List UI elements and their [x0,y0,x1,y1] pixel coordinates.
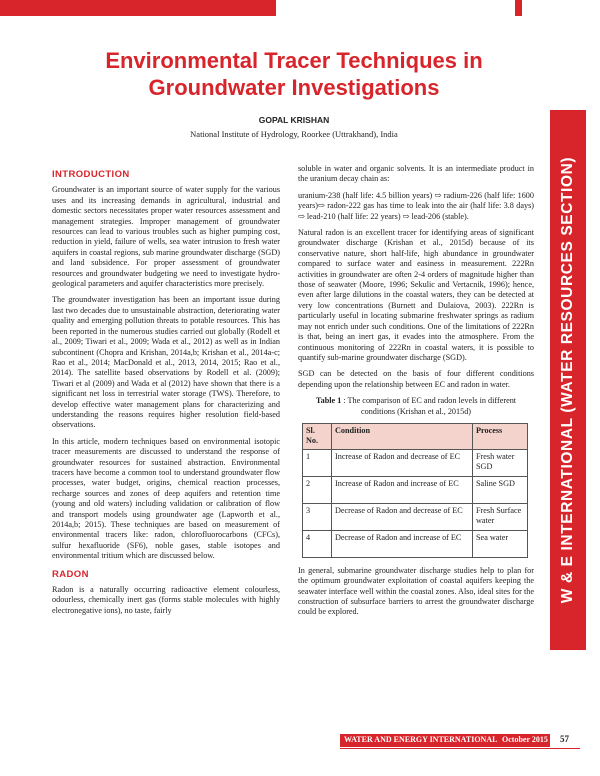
intro-paragraph-1: Groundwater is an important source of water supply for the various uses and its increasing demands in agricultural, industrial and domestic sectors necessitates proper water resources assessment and management strategies. Improper management of groundwater resources can lead to various troubles such as higher pumping cost, reduction in yield, failure of wells, sea water intrusion to fresh water aquifers in coastal regions, sub marine groundwater discharge (SGD) and land subsidence. For proper assessment of groundwater resources and groundwater budgeting we need to investigate hydro-geological parameters and aquifer characteristics more precisely. [52,185,280,289]
table-cell: Decrease of Radon and increase of EC [332,530,473,557]
table-header-cell: Sl. No. [303,423,332,449]
footer-month: October 2015 [502,735,548,744]
right-column [298,164,534,624]
footer-rule [340,748,580,749]
table-row [303,503,528,530]
table-cell: 1 [303,449,332,476]
right-paragraph-after-table: In general, submarine groundwater discharge studies help to plan for the optimum groundwater exploitation of coastal aquifers keeping the seawater interface well within the coastal zones. Also, ideal sites for the construction of subsurface barriers to arrest the groundwater discharge could be explored. [298,565,534,617]
author-affiliation: National Institute of Hydrology, Roorkee (Uttrakhand), India [190,129,398,139]
top-red-bar [0,0,276,16]
table-cell: Decrease of Radon and decrease of EC [332,503,473,530]
left-column [52,170,280,622]
ec-radon-table [302,423,528,558]
side-banner-label: W & E INTERNATIONAL (WATER RESOURCES SECTION) [559,156,576,604]
radon-heading: RADON [52,568,89,580]
table-row [303,449,528,476]
table-cell: 2 [303,476,332,503]
right-paragraph-1: soluble in water and organic solvents. It is an intermediate product in the uranium decay chain as: [298,164,534,184]
right-paragraph-3: Natural radon is an excellent tracer for identifying areas of significant groundwater discharge (Krishan et al., 2015d) because of its conservative nature, short half-life, high abundance in groundwater compared to surface water and easiness in measurement. 222Rn activities in groundwater are often 2-4 orders of magnitude higher than those of seawater (Moore, 1996; Sekulic and Vertacnik, 1996); hence, even after large dilutions in the coastal waters, they can be detected at very low concentrations (Burnett and Dulaiova, 2003). 222Rn is particularly useful in locating submarine freshwater springs as radium may not enrich under such conditions. One of the limitations of 222Rn is that, being an inert gas, it evades into the atmosphere. From the continuous monitoring of 222Rn in coastal waters, it is possible to quantify sub-marine groundwater discharge (SGD). [298,228,534,362]
table-row [303,530,528,557]
table-header-row [303,423,528,449]
right-paragraph-4: SGD can be detected on the basis of four different conditions depending upon the relationship between EC and radon in water. [298,369,534,389]
decay-chain-paragraph: uranium-238 (half life: 4.5 billion years) ⇨ radium-226 (half life: 1600 years)⇨ radon-222 gas has time to leak into the air (half life: 3.8 days) ⇨ lead-210 (half life: 22 years) ⇨ lead-206 (stable). [298,190,534,221]
article-title: Environmental Tracer Techniques in Groundwater Investigations [105,48,483,100]
author-name: GOPAL KRISHAN [258,115,330,125]
table-cell: Fresh Surface water [473,503,528,530]
introduction-heading: INTRODUCTION [52,169,130,180]
table-row [303,476,528,503]
intro-paragraph-2: The groundwater investigation has been an important issue during last two decades due to unsustainable abstraction, deteriorating water quality and emerging pollution threats to potable resources. This has been reported in the numerous studies carried out globally (Rodell et al., 2009; Tiwari et al., 2009; Wada et al., 2012) as well as in Indian subcontinent (Chopra and Krishan, 2014a,b; Krishan et al., 2014a-c; Rao et al., 2014; MacDonald et al., 2013, 2014, 2015; Rao et al., 2014). The satellite based observations by Rodell et al. (2009); Tiwari et al (2009) and Wada et al (2012) have shown that there is a significant net loss in terrestrial water storage (TWS). Therefore, to develop effective water management plans for characterizing and understanding the reasons requires higher resolution field-based observations. [52,295,280,430]
table-cell: Increase of Radon and increase of EC [332,476,473,503]
radon-paragraph: Radon is a naturally occurring radioactive element colourless, odourless, chemically inert gas (forms stable molecules with highly electronegative ions), no taste, fairly [52,585,280,615]
table-cell: Increase of Radon and decrease of EC [332,449,473,476]
intro-paragraph-3: In this article, modern techniques based on environmental isotopic tracer measurements are discussed to understand the response of groundwater resources for sustained abstraction. Environmental tracers have become a common tool to understand groundwater flow processes, water budget, origins, chemical reaction processes, recharge sources and zones of deep aquifers and retention time (young and old waters) including validation or calibration of flow and transport models using groundwater age (Lapworth et al., 2014a,b; 2015). These techniques are based on measurement of environmental tracers like: radon, chlorofluorocarbons (CFCs), sulfur hexafluoride (SF6), noble gases, stable isotopes and environmental tritium which are discussed below. [52,436,280,561]
table-cell: 4 [303,530,332,557]
top-red-stub [515,0,522,16]
table-caption-text: : The comparison of EC and radon levels in different conditions (Krishan et al., 2015d) [341,396,517,416]
table-cell: Saline SGD [473,476,528,503]
table-cell: 3 [303,503,332,530]
table-header-cell: Process [473,423,528,449]
table-cell: Sea water [473,530,528,557]
table-caption [298,396,534,417]
footer-journal: WATER AND ENERGY INTERNATIONAL [344,735,498,744]
table-header-cell: Condition [332,423,473,449]
page-number: 57 [560,734,569,744]
table-cell: Fresh water SGD [473,449,528,476]
table-label: Table 1 [315,396,342,406]
